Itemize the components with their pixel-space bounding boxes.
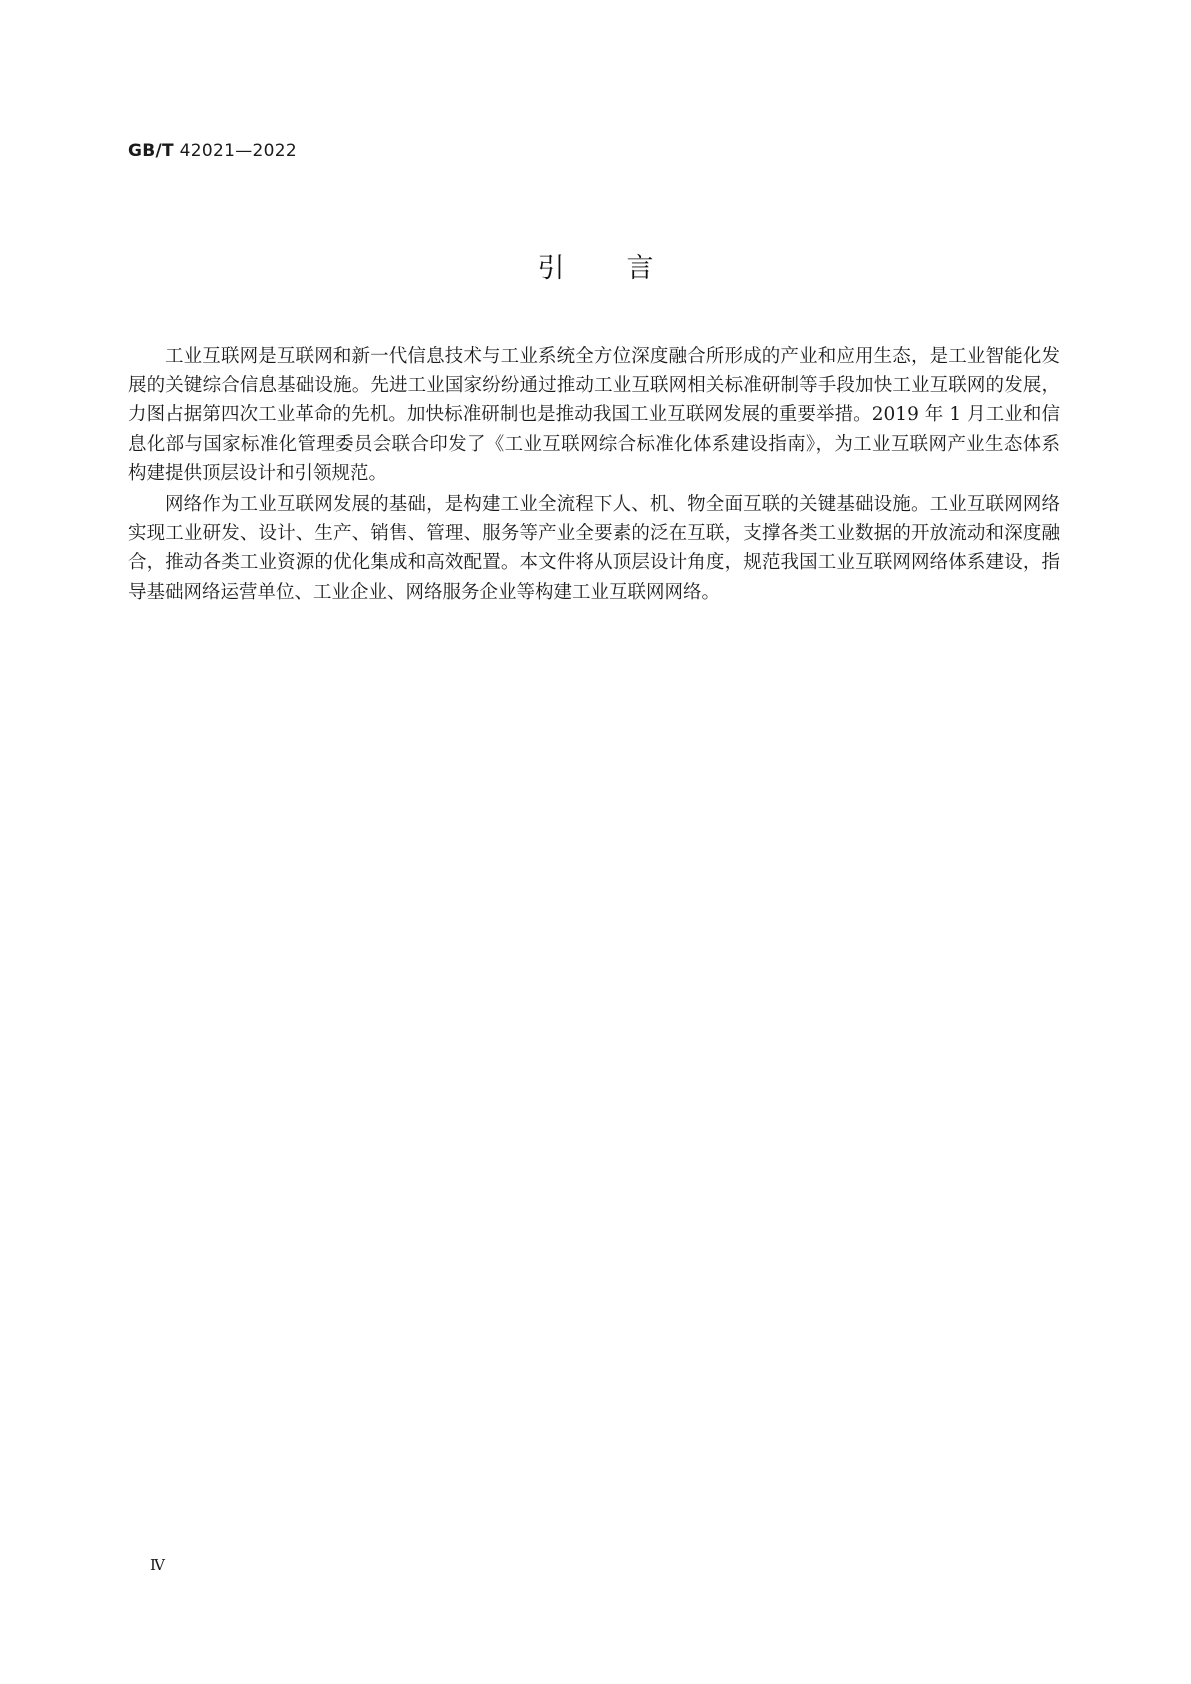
paragraph-1: 工业互联网是互联网和新一代信息技术与工业系统全方位深度融合所形成的产业和应用生态，是工业智能化发展的关键综合信息基础设施。先进工业国家纷纷通过推动工业互联网相关标准研制等手段加快工业互联网的发展，力图占据第四次工业革命的先机。加快标准研制也是推动我国工业互联网发展的重要举措。2019 年 1 月工业和信息化部与国家标准化管理委员会联合印发了《工业互联网综合标准化体系建设指南》，为工业互联网产业生态体系构建提供顶层设计和引领规范。: [128, 346, 1060, 484]
standard-number-header: [128, 141, 297, 161]
paragraph-2: 网络作为工业互联网发展的基础，是构建工业全流程下人、机、物全面互联的关键基础设施。工业互联网网络实现工业研发、设计、生产、销售、管理、服务等产业全要素的泛在互联，支撑各类工业数据的开放流动和深度融合，推动各类工业资源的优化集成和高效配置。本文件将从顶层设计角度，规范我国工业互联网网络体系建设，指导基础网络运营单位、工业企业、网络服务企业等构建工业互联网网络。: [128, 494, 1060, 603]
standard-prefix: GB/T: [128, 141, 174, 161]
section-title: 引言: [537, 253, 716, 284]
page-number: Ⅳ: [150, 1556, 165, 1574]
standard-code: 42021—2022: [179, 141, 297, 161]
introduction-body: [128, 342, 1060, 609]
